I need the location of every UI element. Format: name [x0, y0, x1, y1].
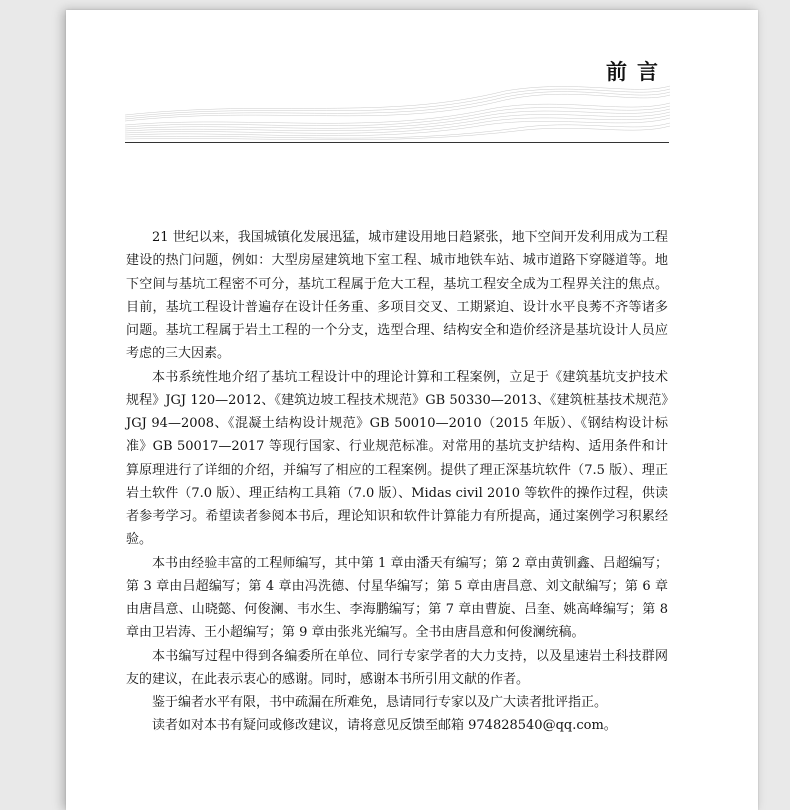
page-title: 前言 [606, 59, 668, 84]
paragraph: 21 世纪以来，我国城镇化发展迅猛，城市建设用地日趋紧张，地下空间开发利用成为工程建设的热门问题，例如：大型房屋建筑地下室工程、城市地铁车站、城市道路下穿隧道等。地下空间与基坑工程密不可分，基坑工程属于危大工程，基坑工程安全成为工程界关注的焦点。目前，基坑工程设计普遍存在设计任务重、多项目交叉、工期紧迫、设计水平良莠不齐等诸多问题。基坑工程属于岩土工程的一个分支，选型合理、结构安全和造价经济是基坑设计人员应考虑的三大因素。 [126, 230, 668, 362]
paragraph: 读者如对本书有疑问或修改建议，请将意见反馈至邮箱 974828540@qq.com。 [152, 718, 617, 734]
paragraph: 鉴于编者水平有限，书中疏漏在所难免，恳请同行专家以及广大读者批评指正。 [152, 695, 608, 710]
paragraph: 本书由经验丰富的工程师编写，其中第 1 章由潘天有编写；第 2 章由黄钏鑫、吕超编写；第 3 章由吕超编写；第 4 章由冯洗德、付星华编写；第 5 章由唐昌意、刘文献编写；第 6 章由唐昌意、山晓懿、何俊澜、韦水生、李海鹏编写；第 7 章由曹旋、吕奎、姚高峰编写；第 8 章由卫岩涛、王小超编写；第 9 章由张兆光编写。全书由唐昌意和何俊澜统稿。 [126, 555, 668, 641]
paragraph: 本书编写过程中得到各编委所在单位、同行专家学者的大力支持，以及星速岩土科技群网友的建议，在此表示衷心的感谢。同时，感谢本书所引用文献的作者。 [126, 648, 668, 687]
title-divider [125, 142, 669, 143]
paragraph: 本书系统性地介绍了基坑工程设计中的理论计算和工程案例，立足于《建筑基坑支护技术规程》JGJ 120—2012、《建筑边坡工程技术规范》GB 50330—2013、《建筑桩基技术规范》JGJ 94—2008、《混凝土结构设计规范》GB 50010—2010（2015 年版）、《钢结构设计标准》GB 50017—2017 等现行国家、行业规范标准。对常用的基坑支护结构、适用条件和计算原理进行了详细的介绍，并编写了相应的工程案例。提供了理正深基坑软件（7.5 版）、理正岩土软件（7.0 版）、理正结构工具箱（7.0 版）、Midas civil 2010 等软件的操作过程，供读者参考学习。希望读者参阅本书后，理论知识和软件计算能力有所提高，通过案例学习积累经验。 [126, 369, 668, 548]
decorative-wave-pattern [125, 75, 670, 147]
preface-body [126, 226, 668, 738]
